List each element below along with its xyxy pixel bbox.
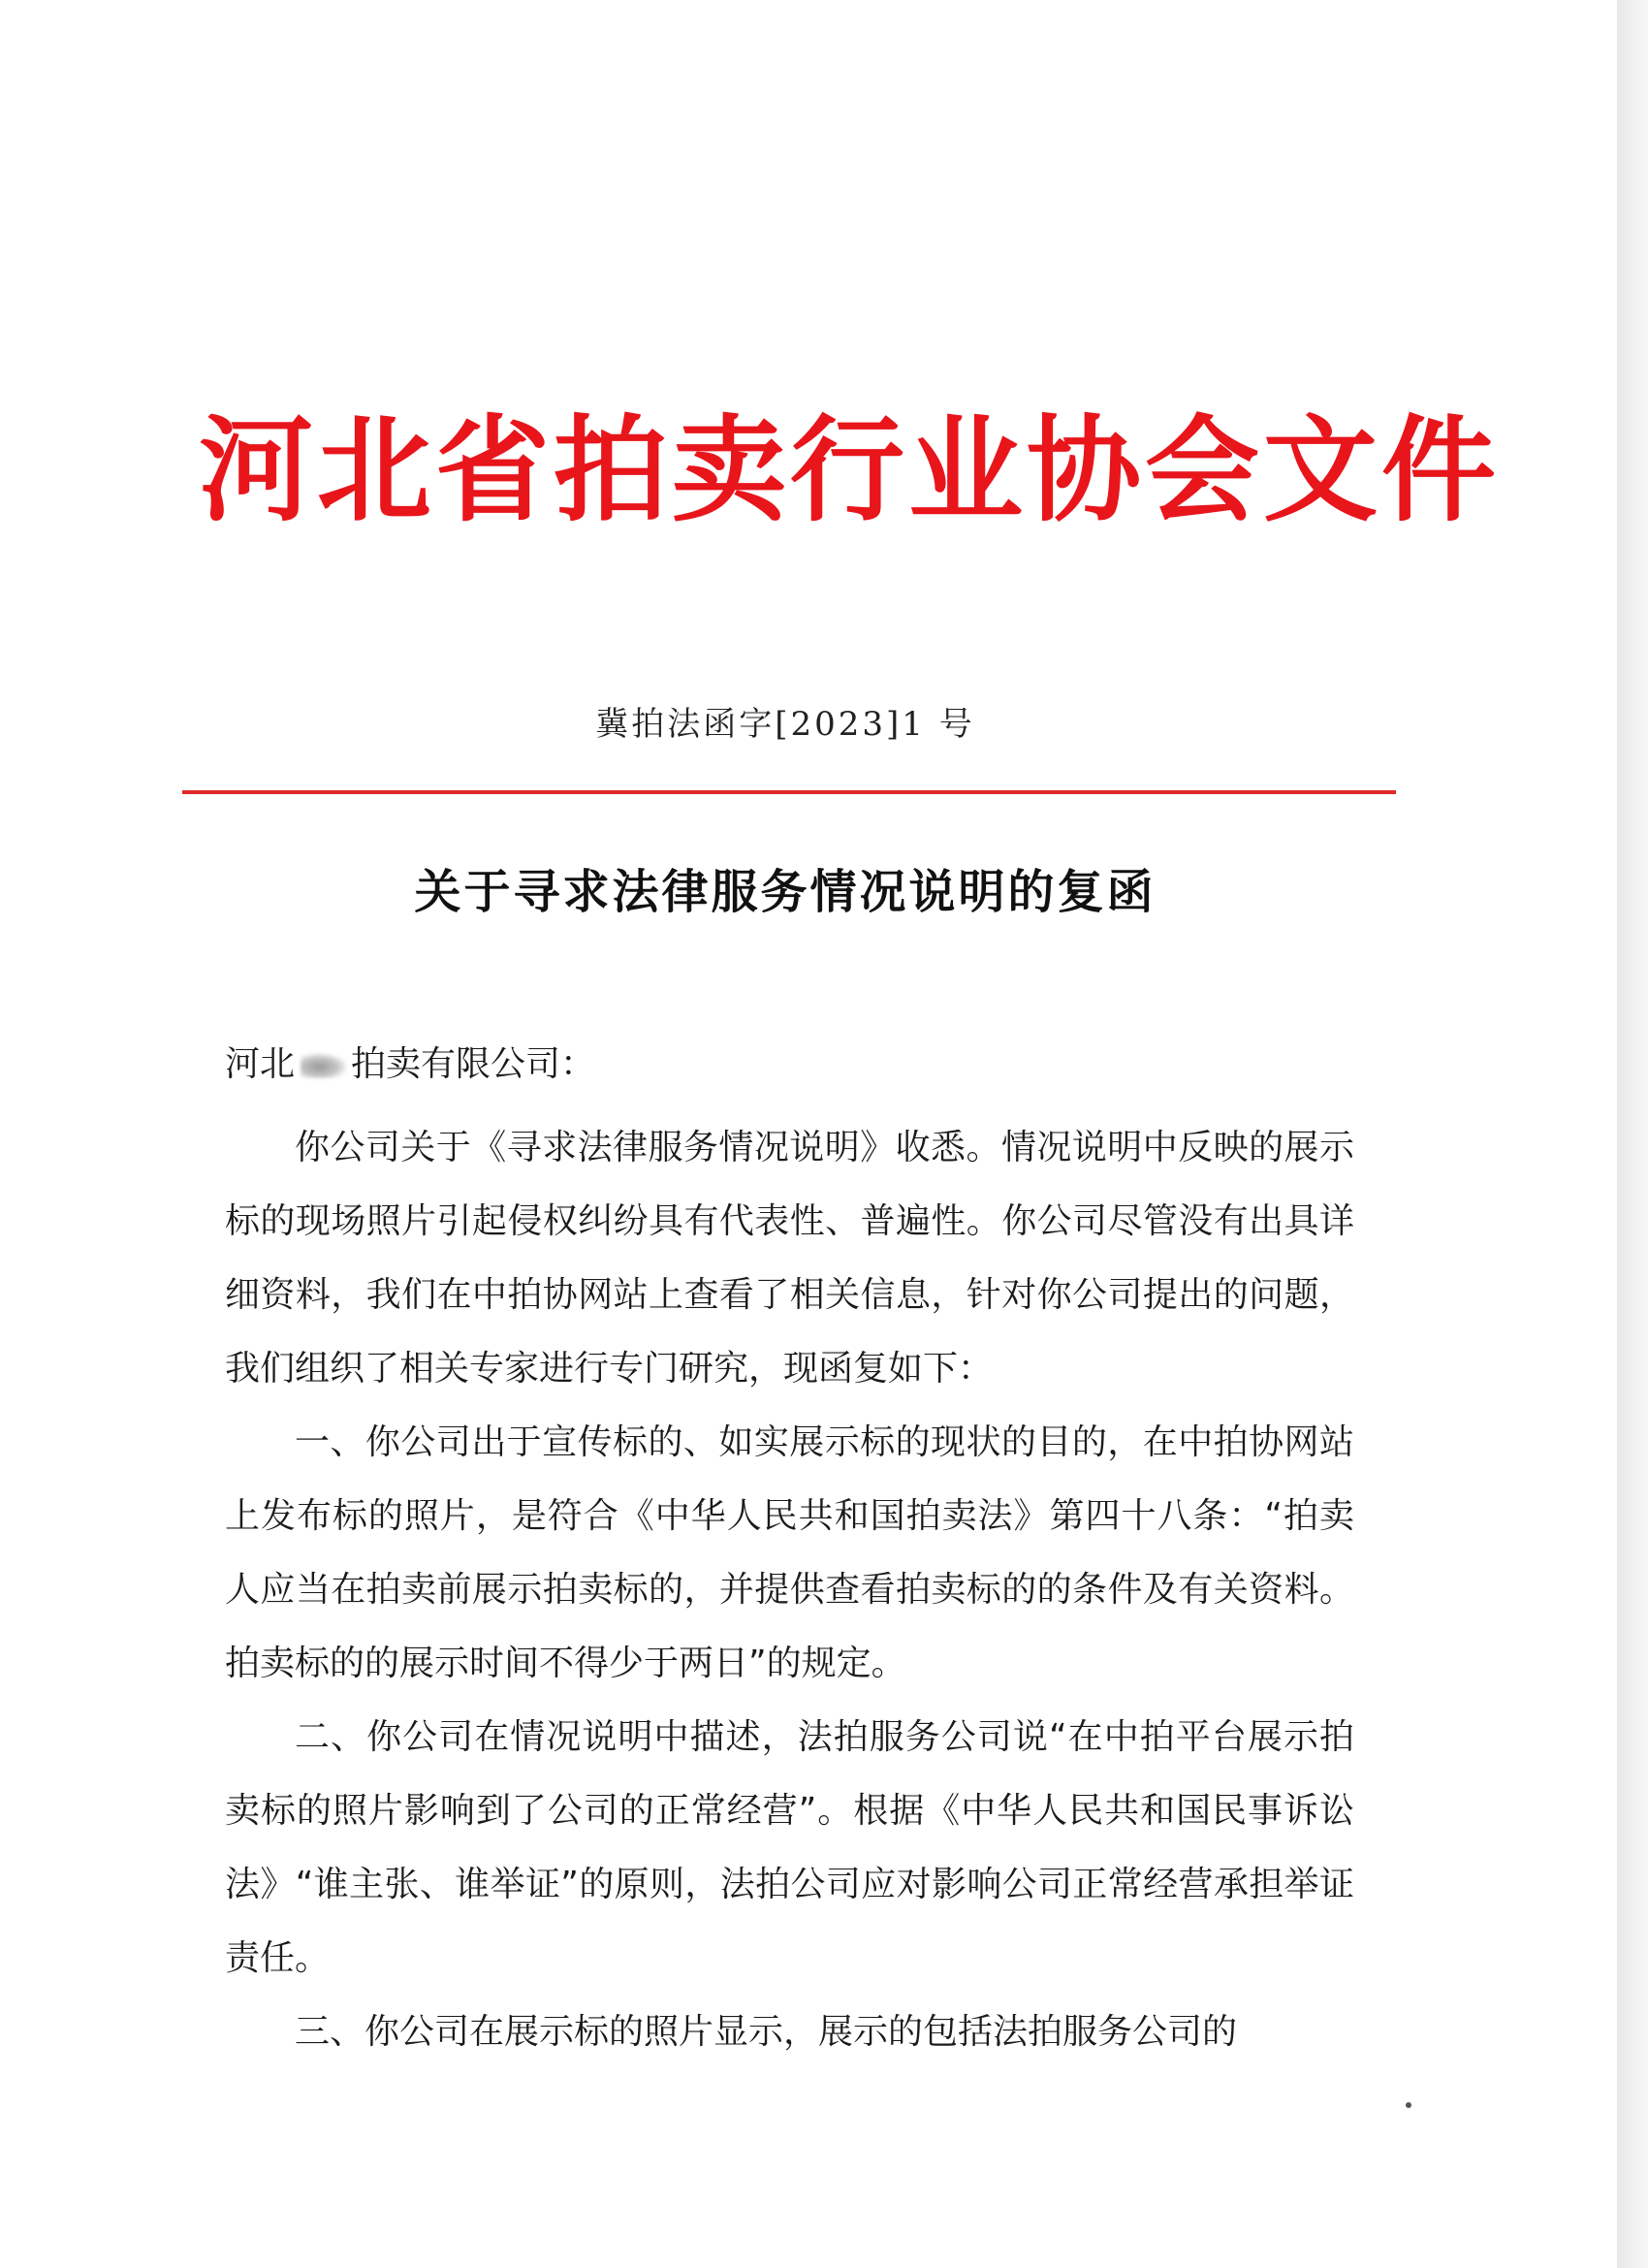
body-paragraph-intro: 你公司关于《寻求法律服务情况说明》收悉。情况说明中反映的展示标的现场照片引起侵权纠纷具有代表性、普遍性。你公司尽管没有出具详细资料，我们在中拍协网站上查看了相关信息，针对你公司提出的问题，我们组织了相关专家进行专门研究，现函复如下： <box>225 1128 1354 1389</box>
body-paragraph-point-1: 一、你公司出于宣传标的、如实展示标的现状的目的，在中拍协网站上发布标的照片，是符合《中华人民共和国拍卖法》第四十八条：“拍卖人应当在拍卖前展示拍卖标的，并提供查看拍卖标的的条件及有关资料。拍卖标的的展示时间不得少于两日”的规定。 <box>225 1422 1354 1683</box>
salutation-suffix: 拍卖有限公司： <box>351 1044 596 1084</box>
salutation-prefix: 河北 <box>225 1044 296 1084</box>
page-edge <box>1617 0 1648 2268</box>
body-paragraph-point-3: 三、你公司在展示标的照片显示，展示的包括法拍服务公司的 <box>295 2012 1238 2052</box>
red-divider-line <box>182 790 1396 794</box>
body-paragraph-point-2: 二、你公司在情况说明中描述，法拍服务公司说“在中拍平台展示拍卖标的照片影响到了公司的正常经营”。根据《中华人民共和国民事诉讼法》“谁主张、谁举证”的原则，法拍公司应对影响公司正常经营承担举证责任。 <box>225 1717 1354 1978</box>
redaction-blur <box>301 1053 347 1078</box>
letter-title: 关于寻求法律服务情况说明的复函 <box>414 865 1157 919</box>
letter-body <box>225 1111 1354 2069</box>
document-number: 冀拍法函字[2023]1 号 <box>595 705 975 744</box>
salutation <box>225 1038 595 1092</box>
masthead-title: 河北省拍卖行业协会文件 <box>199 402 1501 537</box>
scan-speck <box>1406 2102 1411 2108</box>
